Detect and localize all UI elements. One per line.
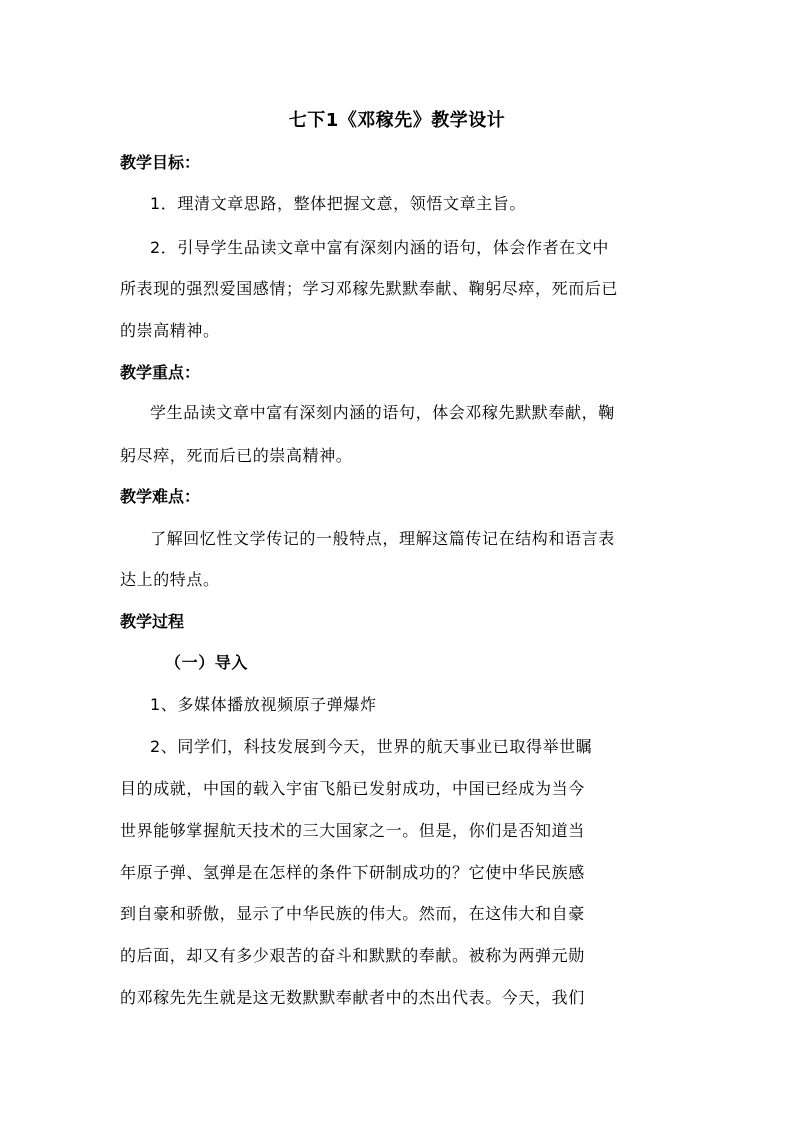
process-step-2-line-1: 2、同学们，科技发展到今天，世界的航天事业已取得举世瞩 bbox=[150, 737, 593, 756]
difficulties-line-2: 达上的特点。 bbox=[120, 570, 220, 589]
goals-heading: 教学目标： bbox=[120, 153, 201, 172]
key-points-line-2: 躬尽瘁，死而后已的崇高精神。 bbox=[120, 446, 353, 465]
process-step-1: 1、多媒体播放视频原子弹爆炸 bbox=[150, 695, 377, 714]
process-step-2-line-6: 的后面，却又有多少艰苦的奋斗和默默的奉献。被称为两弹元勋 bbox=[120, 946, 585, 965]
section-intro-heading: （一）导入 bbox=[165, 653, 249, 672]
difficulties-line-1: 了解回忆性文学传记的一般特点，理解这篇传记在结构和语言表 bbox=[150, 529, 615, 548]
goal-2-line-1: 2．引导学生品读文章中富有深刻内涵的语句，体会作者在文中 bbox=[150, 238, 609, 257]
process-step-2-line-2: 目的成就，中国的载入宇宙飞船已发射成功，中国已经成为当今 bbox=[120, 779, 585, 798]
process-heading: 教学过程 bbox=[120, 612, 185, 631]
process-step-2-line-5: 到自豪和骄傲，显示了中华民族的伟大。然而，在这伟大和自豪 bbox=[120, 904, 585, 923]
document-title: 七下1《邓稼先》教学设计 bbox=[288, 110, 506, 131]
process-step-2-line-3: 世界能够掌握航天技术的三大国家之一。但是，你们是否知道当 bbox=[120, 821, 585, 840]
process-step-2-line-4: 年原子弹、氢弹是在怎样的条件下研制成功的？它使中华民族感 bbox=[120, 863, 585, 882]
goal-2-line-2: 所表现的强烈爱国感情；学习邓稼先默默奉献、鞠躬尽瘁，死而后已 bbox=[120, 279, 619, 298]
difficulties-heading: 教学难点： bbox=[120, 487, 201, 506]
key-points-line-1: 学生品读文章中富有深刻内涵的语句，体会邓稼先默默奉献，鞠 bbox=[150, 403, 615, 422]
goal-2-line-3: 的崇高精神。 bbox=[120, 321, 220, 340]
goal-1: 1．理清文章思路，整体把握文意，领悟文章主旨。 bbox=[150, 194, 526, 213]
process-step-2-line-7: 的邓稼先先生就是这无数默默奉献者中的杰出代表。今天，我们 bbox=[120, 988, 585, 1007]
key-points-heading: 教学重点： bbox=[120, 363, 201, 382]
